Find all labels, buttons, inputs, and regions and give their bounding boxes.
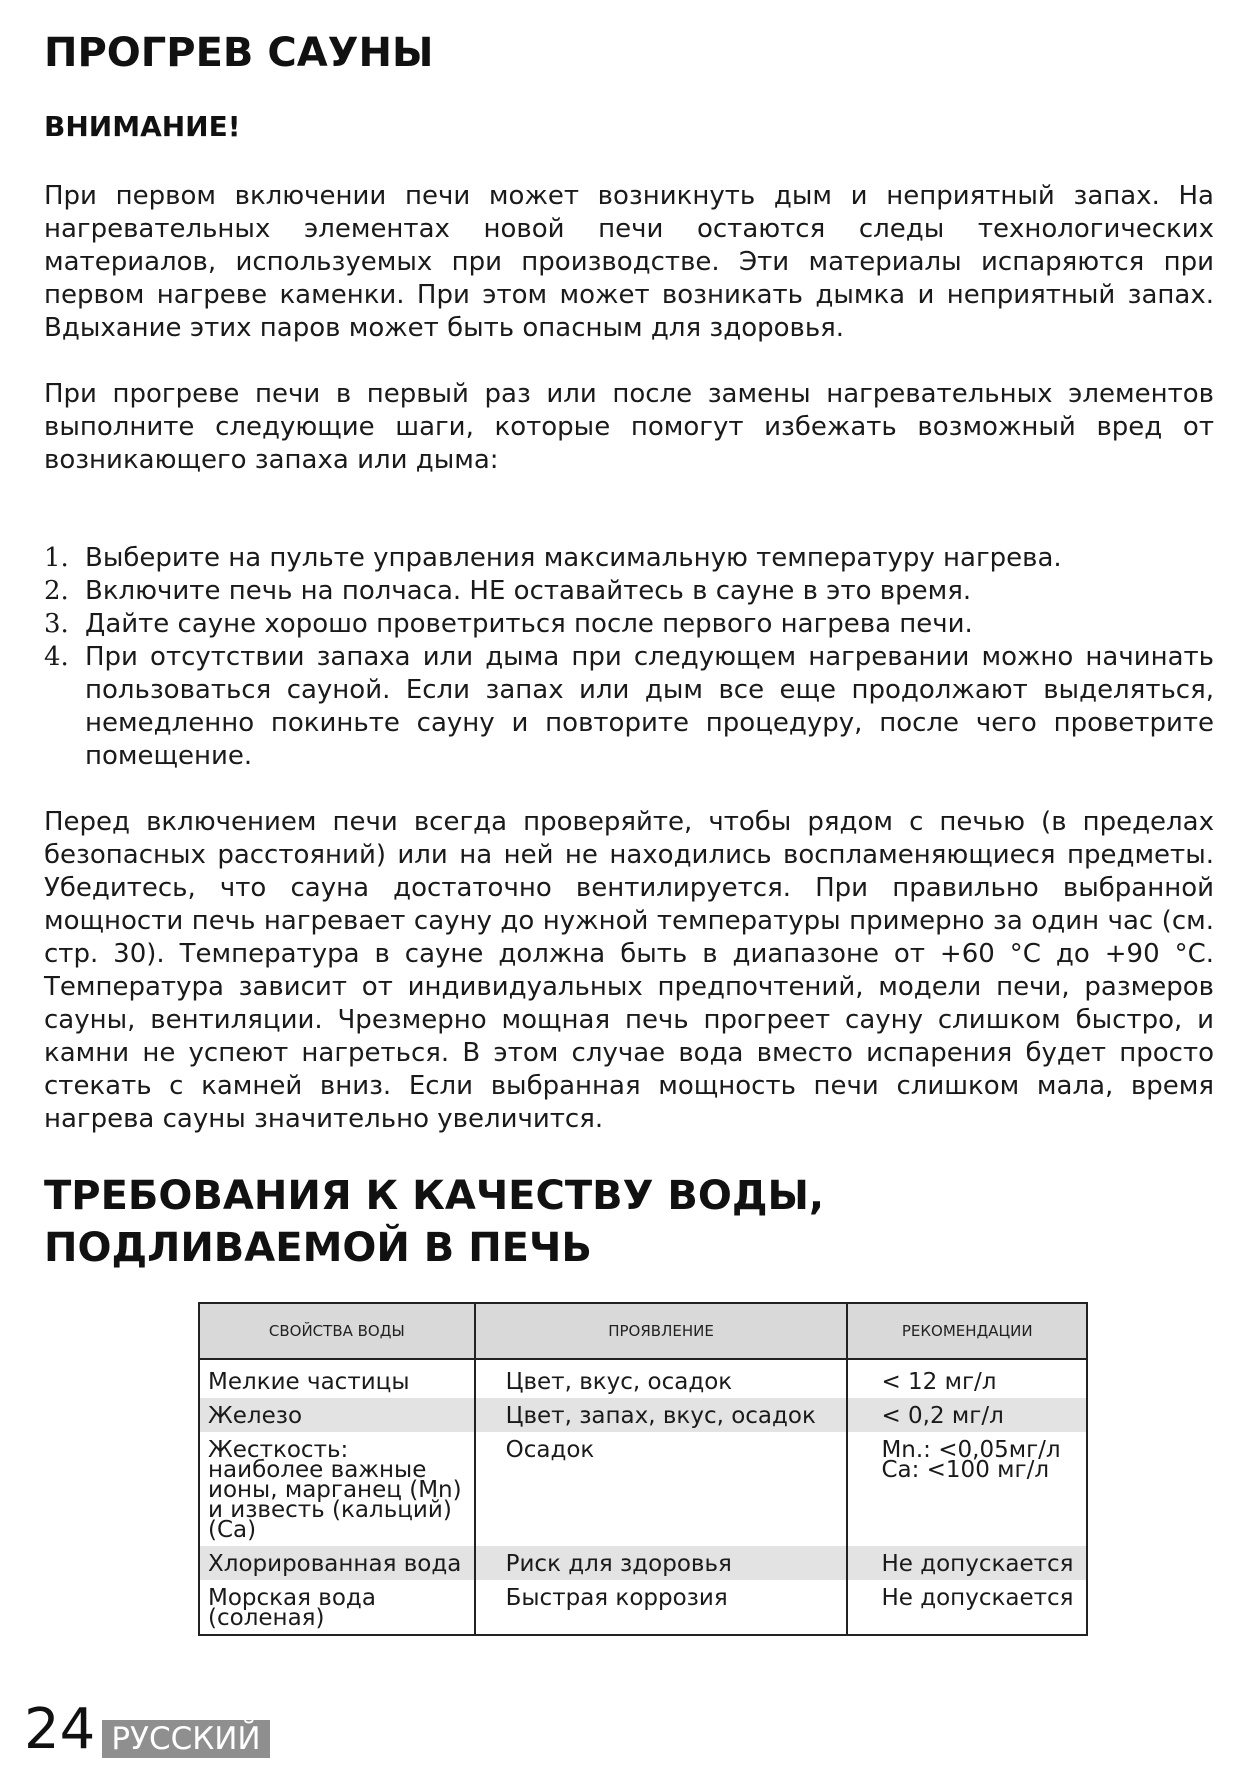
- table-cell: Жесткость: наиболее важные ионы, марганец (Mn) и известь (кальций) (Са): [199, 1432, 475, 1546]
- table-cell: < 12 мг/л: [847, 1359, 1087, 1398]
- list-item: [44, 542, 1214, 575]
- water-quality-table: [198, 1302, 1088, 1636]
- table-cell: Цвет, вкус, осадок: [475, 1359, 848, 1398]
- table-cell: Mn.: <0,05мг/л Ca: <100 мг/л: [847, 1432, 1087, 1546]
- table-cell: Осадок: [475, 1432, 848, 1546]
- column-header-recommendation: РЕКОМЕНДАЦИИ: [847, 1303, 1087, 1359]
- list-item: [44, 641, 1214, 773]
- table-row: [199, 1359, 1087, 1398]
- paragraph-first-heating-intro: При прогреве печи в первый раз или после замены нагревательных элементов выполните следующие шаги, которые помогут избежать возможный вред от возникающего запаха или дыма:: [44, 379, 1214, 475]
- step-number: 2.: [44, 576, 69, 606]
- table-cell: Морская вода (соленая): [199, 1580, 475, 1635]
- column-header-manifestation: ПРОЯВЛЕНИЕ: [475, 1303, 848, 1359]
- table-row: [199, 1432, 1087, 1546]
- list-item: [44, 575, 1214, 608]
- page-title: ПРОГРЕВ САУНЫ: [44, 30, 434, 76]
- section-heading-line: ТРЕБОВАНИЯ К КАЧЕСТВУ ВОДЫ,: [44, 1173, 825, 1219]
- warning-label: ВНИМАНИЕ!: [44, 110, 241, 143]
- step-number: 3.: [44, 609, 69, 639]
- table-cell: Не допускается: [847, 1580, 1087, 1635]
- table-cell: < 0,2 мг/л: [847, 1398, 1087, 1432]
- table-cell: Риск для здоровья: [475, 1546, 848, 1580]
- section-heading-line: ПОДЛИВАЕМОЙ В ПЕЧЬ: [44, 1225, 592, 1271]
- paragraph-temperature-info: Перед включением печи всегда проверяйте, чтобы рядом с печью (в пределах безопасных расстояний) или на ней не находились воспламеняющиеся предметы. Убедитесь, что сауна достаточно вентилируется. При правильно выбранной мощности печь нагревает сауну до нужной температуры примерно за один час (см. стр. 30). Температура в сауне должна быть в диапазоне от +60 °С до +90 °С. Температура зависит от индивидуальных предпочтений, модели печи, размеров сауны, вентиляции. Чрезмерно мощная печь прогреет сауну слишком быстро, и камни не успеют нагреться. В этом случае вода вместо испарения будет просто стекать с камней вниз. Если выбранная мощность печи слишком мала, время нагрева сауны значительно увеличится.: [44, 807, 1214, 1134]
- table-cell: Быстрая коррозия: [475, 1580, 848, 1635]
- language-tag: РУССКИЙ: [102, 1720, 270, 1758]
- table-header-row: [199, 1303, 1087, 1359]
- step-text: Дайте сауне хорошо проветриться после первого нагрева печи.: [85, 609, 973, 639]
- table-row: [199, 1580, 1087, 1635]
- step-number: 4.: [44, 642, 69, 672]
- paragraph-smoke-warning: При первом включении печи может возникнуть дым и неприятный запах. На нагревательных элементах новой печи остаются следы технологических материалов, используемых при производстве. Эти материалы испаряются при первом нагреве каменки. При этом может возникать дымка и неприятный запах. Вдыхание этих паров может быть опасным для здоровья.: [44, 181, 1214, 343]
- table-row: [199, 1546, 1087, 1580]
- page-number: 24: [24, 1697, 96, 1762]
- water-quality-heading: [44, 1170, 824, 1274]
- first-heating-steps: [44, 542, 1214, 773]
- table-cell: Железо: [199, 1398, 475, 1432]
- step-text: Включите печь на полчаса. НЕ оставайтесь в сауне в это время.: [85, 576, 972, 606]
- table-cell: Не допускается: [847, 1546, 1087, 1580]
- list-item: [44, 608, 1214, 641]
- step-number: 1.: [44, 543, 69, 573]
- step-text: Выберите на пульте управления максимальную температуру нагрева.: [85, 543, 1062, 573]
- column-header-property: СВОЙСТВА ВОДЫ: [199, 1303, 475, 1359]
- table-cell: Цвет, запах, вкус, осадок: [475, 1398, 848, 1432]
- table-cell: Мелкие частицы: [199, 1359, 475, 1398]
- table-cell: Хлорированная вода: [199, 1546, 475, 1580]
- step-text: При отсутствии запаха или дыма при следующем нагревании можно начинать пользоваться сауной. Если запах или дым все еще продолжают выделяться, немедленно покиньте сауну и повторите процедуру, после чего проветрите помещение.: [85, 642, 1214, 771]
- table-row: [199, 1398, 1087, 1432]
